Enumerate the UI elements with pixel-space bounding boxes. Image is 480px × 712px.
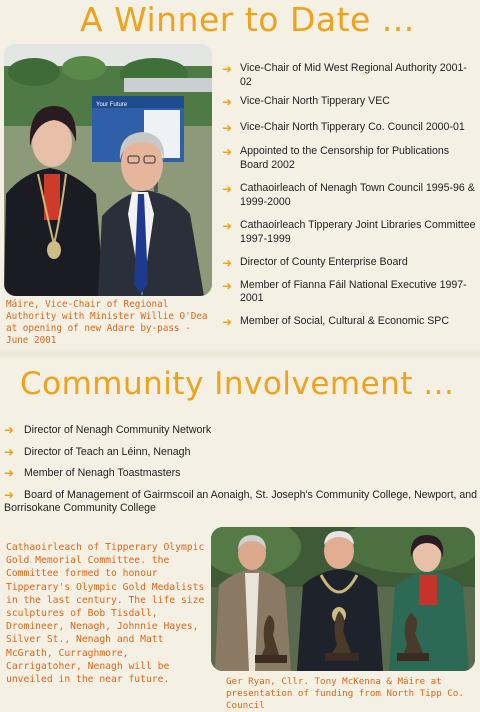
list-item xyxy=(4,489,478,516)
list-item-text: Director of Teach an Léinn, Nenagh xyxy=(24,445,191,458)
list-item-text: Vice-Chair of Mid West Regional Authority 2001-02 xyxy=(240,62,467,88)
list-item-text: Director of Nenagh Community Network xyxy=(24,424,212,436)
winner-heading: A Winner to Date ... xyxy=(80,0,415,39)
arrow-right-icon: ➜ xyxy=(4,423,15,437)
list-item xyxy=(222,121,478,135)
list-item-text: Director of County Enterprise Board xyxy=(240,256,408,268)
list-item xyxy=(222,95,478,109)
list-item-text: Member of Social, Cultural & Economic SPC xyxy=(240,314,450,327)
photo-presentation-illustration xyxy=(211,527,475,671)
list-item xyxy=(4,467,478,481)
list-item-text: Board of Management of Gairmscoil an Aonaigh, St. Joseph's Community College, Newport, and Borrisokane Community College xyxy=(4,488,478,514)
list-item-text: Member of Nenagh Toastmasters xyxy=(24,467,181,479)
community-list xyxy=(4,424,478,516)
photo-funding-presentation xyxy=(211,527,475,671)
arrow-right-icon: ➜ xyxy=(222,95,233,109)
arrow-right-icon: ➜ xyxy=(222,314,233,329)
winner-list xyxy=(222,62,478,328)
list-item xyxy=(222,279,478,306)
list-item-text: Member of Fianna Fáil National Executive 1997-2001 xyxy=(240,278,467,304)
page-fold xyxy=(0,348,480,360)
olympic-committee-blurb: Cathaoirleach of Tipperary Olympic Gold Memorial Committee. the Committee formed to honour Tipperary's Olympic Gold Medalists in the last century. The life size sculptures of Bob Tisdall, Dromineer, Nenagh, Johnnie Hayes, Silver St., Nenagh and Matt McGrath, Curraghmore, Carrigatoher, Nenagh will be unveiled in the near future. xyxy=(6,542,205,686)
arrow-right-icon: ➜ xyxy=(222,219,233,233)
list-item xyxy=(222,62,478,89)
list-item xyxy=(222,315,478,329)
arrow-right-icon: ➜ xyxy=(4,466,15,480)
list-item-text: Vice-Chair North Tipperary VEC xyxy=(240,95,390,107)
arrow-right-icon: ➜ xyxy=(4,487,15,502)
arrow-right-icon: ➜ xyxy=(222,62,233,76)
sign-text: Your Future xyxy=(96,102,128,108)
photo-caption-minister: Máire, Vice-Chair of Regional Authority with Minister Willie O'Dea at opening of new Adare by-pass - June 2001 xyxy=(6,299,208,346)
photo-caption-presentation: Ger Ryan, Cllr. Tony McKenna & Máire at presentation of funding from North Tipp Co. Council xyxy=(226,676,464,711)
arrow-right-icon: ➜ xyxy=(222,182,233,196)
photo-minister-illustration xyxy=(4,44,212,296)
arrow-right-icon: ➜ xyxy=(222,256,233,270)
list-item xyxy=(222,256,478,270)
photo-minister-opening xyxy=(4,44,212,296)
list-item-text: Cathaoirleach Tipperary Joint Libraries Committee 1997-1999 xyxy=(240,219,476,245)
list-item-text: Cathaoirleach of Nenagh Town Council 1995-96 & 1999-2000 xyxy=(240,182,475,208)
list-item xyxy=(222,182,478,209)
arrow-right-icon: ➜ xyxy=(4,444,15,459)
list-item xyxy=(4,424,478,438)
arrow-right-icon: ➜ xyxy=(222,145,233,159)
community-heading: Community Involvement ... xyxy=(20,366,455,402)
list-item-text: Appointed to the Censorship for Publications Board 2002 xyxy=(240,145,450,171)
arrow-right-icon: ➜ xyxy=(222,278,233,293)
list-item-text: Vice-Chair North Tipperary Co. Council 2000-01 xyxy=(240,120,465,133)
list-item xyxy=(222,219,478,246)
list-item xyxy=(4,446,478,460)
arrow-right-icon: ➜ xyxy=(222,120,233,135)
list-item xyxy=(222,145,478,172)
